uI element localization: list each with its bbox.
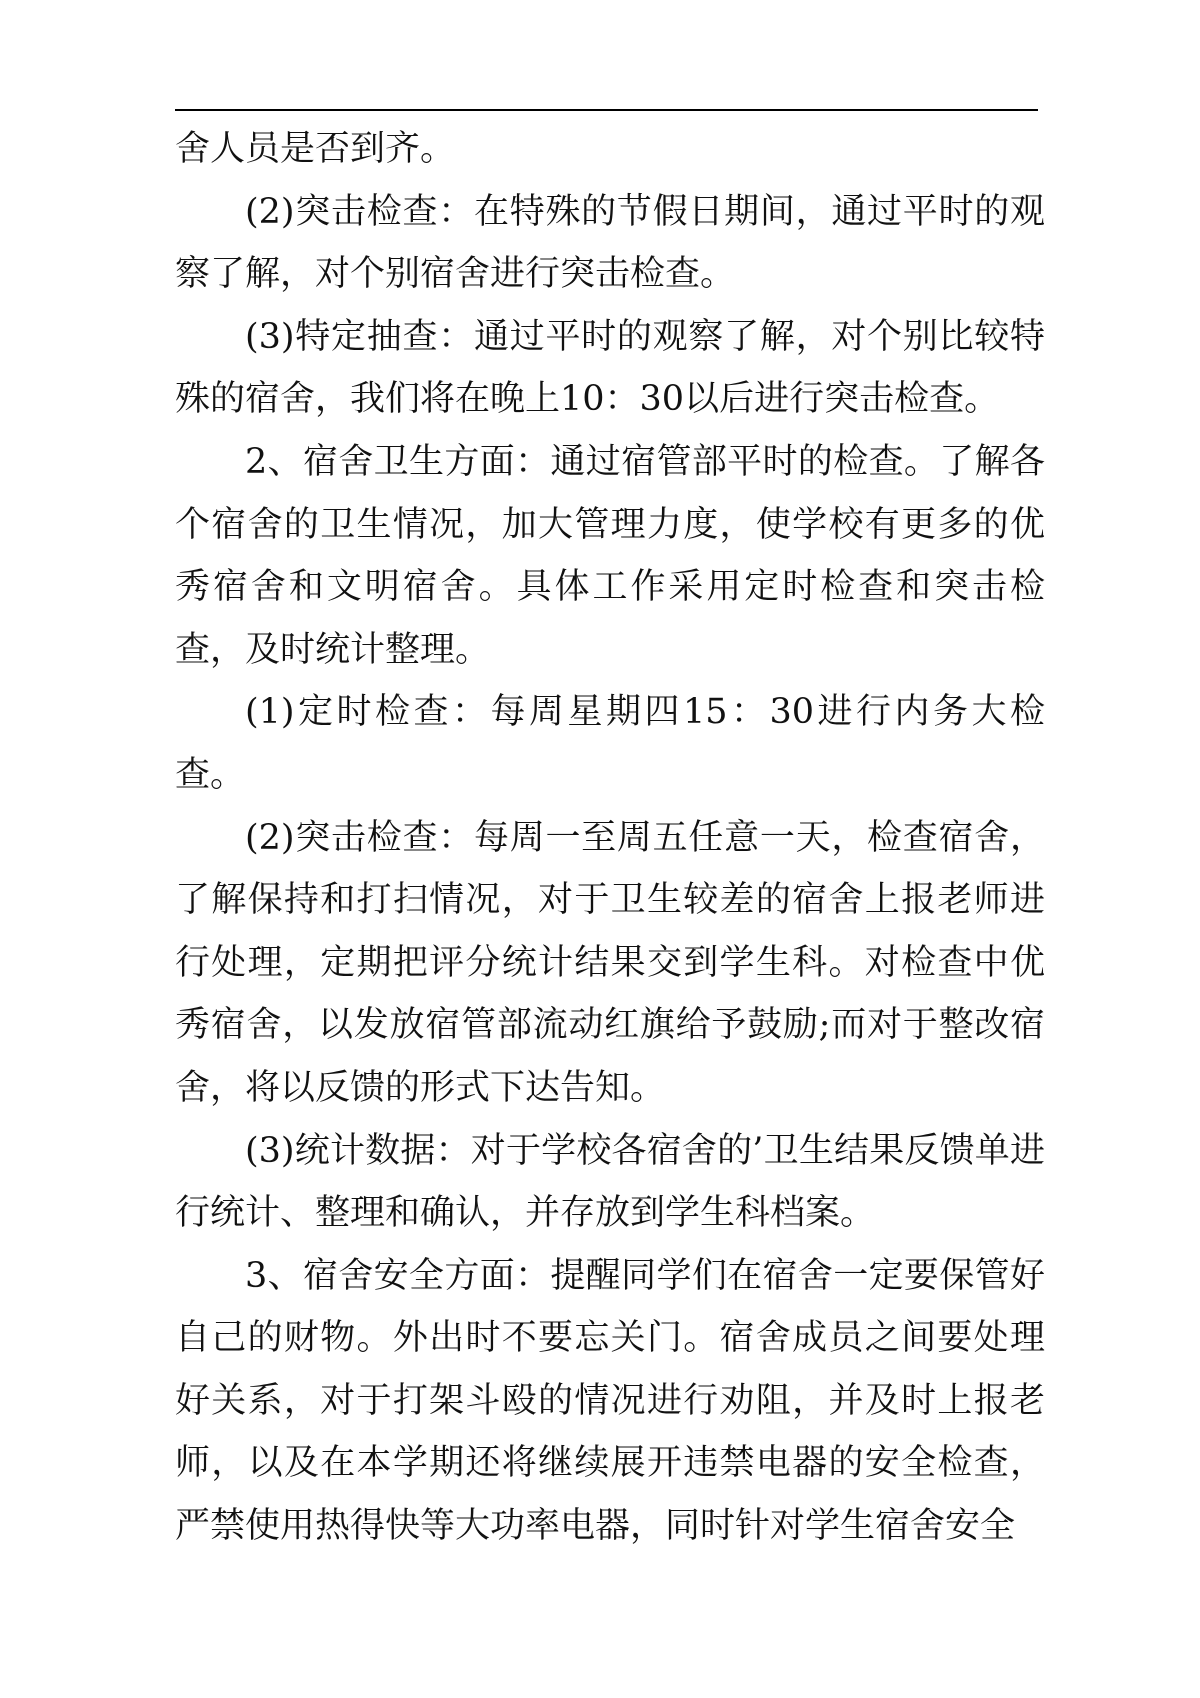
paragraph-surprise-hygiene-inspection: (2)突击检查：每周一至周五任意一天，检查宿舍，了解保持和打扫情况，对于卫生较差的宿舍上报老师进行处理，定期把评分统计结果交到学生科。对检查中优秀宿舍，以发放宿管部流动红旗给予鼓励;而对于整改宿舍，将以反馈的形式下达告知。 bbox=[175, 817, 1045, 1108]
paragraph-statistics: (3)统计数据：对于学校各宿舍的’卫生结果反馈单进行统计、整理和确认，并存放到学生科档案。 bbox=[175, 1130, 1045, 1234]
paragraph-hygiene: 2、宿舍卫生方面：通过宿管部平时的检查。了解各个宿舍的卫生情况，加大管理力度，使学校有更多的优秀宿舍和文明宿舍。具体工作采用定时检查和突击检查，及时统计整理。 bbox=[175, 441, 1045, 670]
paragraph-safety: 3、宿舍安全方面：提醒同学们在宿舍一定要保管好自己的财物。外出时不要忘关门。宿舍成员之间要处理好关系，对于打架斗殴的情况进行劝阻，并及时上报老师，以及在本学期还将继续展开违禁电器的安全检查，严禁使用热得快等大功率电器，同时针对学生宿舍安全 bbox=[175, 1255, 1045, 1547]
paragraph-scheduled-inspection: (1)定时检查：每周星期四15：30进行内务大检查。 bbox=[175, 692, 1045, 795]
paragraph-spot-check: (3)特定抽查：通过平时的观察了解，对个别比较特殊的宿舍，我们将在晚上10：30以后进行突击检查。 bbox=[175, 316, 1045, 420]
header-rule bbox=[175, 109, 1038, 111]
paragraph-surprise-inspection: (2)突击检查：在特殊的节假日期间，通过平时的观察了解，对个别宿舍进行突击检查。 bbox=[175, 191, 1045, 295]
paragraph-continuation: 舍人员是否到齐。 bbox=[175, 129, 456, 169]
document-body bbox=[175, 118, 1045, 1558]
